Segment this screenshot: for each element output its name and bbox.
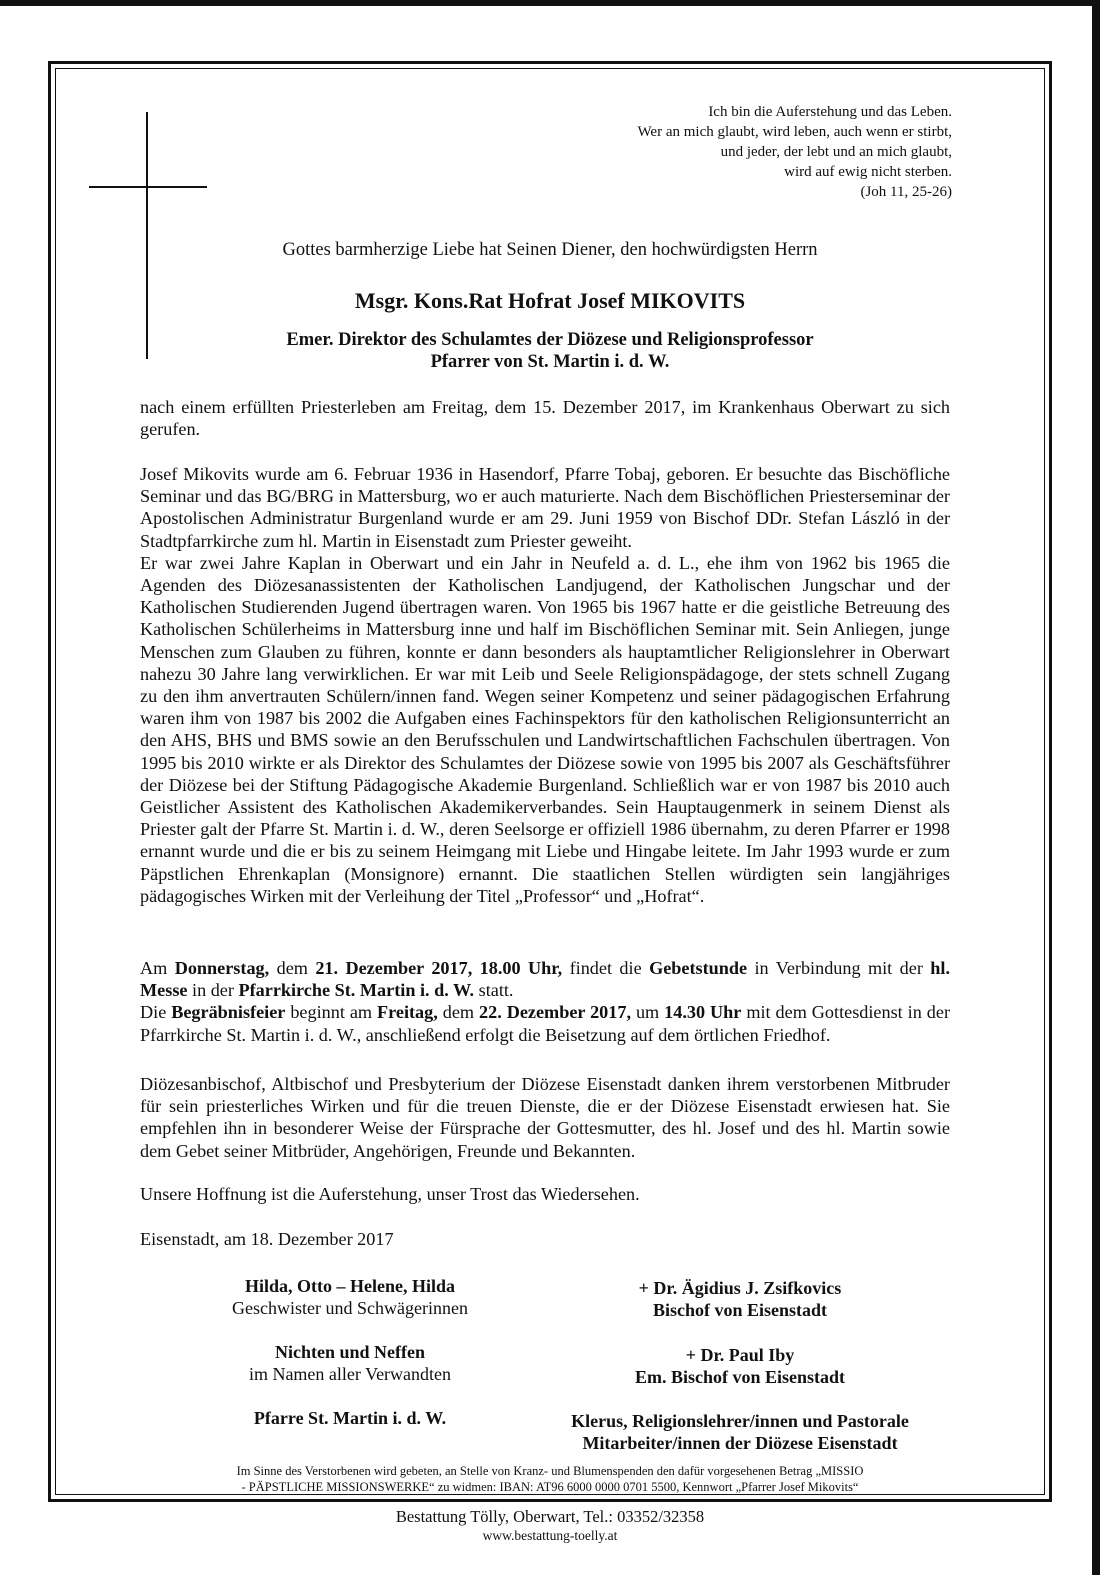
signature-subtitle: Em. Bischof von Eisenstadt bbox=[634, 1367, 846, 1387]
verse-line: und jeder, der lebt und an mich glaubt, bbox=[720, 144, 952, 160]
verse-line: Ich bin die Auferstehung und das Leben. bbox=[708, 104, 952, 120]
donation-note-line: - PÄPSTLICHE MISSIONSWERKE“ zu widmen: IBAN: AT96 6000 0000 0701 5500, Kennwort „Pfarrer Josef Mikovits“ bbox=[241, 1480, 859, 1494]
service-date: 21. Dezember 2017, 18.00 Uhr, bbox=[315, 958, 563, 978]
donation-note bbox=[0, 1463, 1100, 1495]
undertaker-info bbox=[0, 1507, 1100, 1545]
signature-subtitle: Bischof von Eisenstadt bbox=[652, 1300, 828, 1320]
prayer-service bbox=[140, 957, 950, 1001]
funeral-date: 22. Dezember 2017, bbox=[479, 1002, 632, 1023]
undertaker-line: Bestattung Tölly, Oberwart, Tel.: 03352/32358 bbox=[395, 1507, 705, 1526]
page-edge-top bbox=[0, 0, 1100, 6]
service-mass: hl. Messe bbox=[140, 958, 950, 1001]
text-run: mit dem Gottesdienst in der Pfarrkirche St. Martin i. d. W., anschließend erfolgt die Beisetzung auf dem örtlichen Friedhof. bbox=[140, 1002, 950, 1045]
deceased-roles bbox=[0, 329, 1100, 373]
service-day: Donnerstag, bbox=[174, 958, 270, 978]
cross-horizontal bbox=[89, 186, 207, 188]
funeral-service bbox=[140, 1001, 950, 1045]
role-line: Emer. Direktor des Schulamtes der Diözese und Religionsprofessor bbox=[286, 330, 814, 350]
signature-subtitle: im Namen aller Verwandten bbox=[248, 1364, 452, 1384]
service-church: Pfarrkirche St. Martin i. d. W. bbox=[238, 980, 475, 1001]
verse-line: wird auf ewig nicht sterben. bbox=[784, 164, 952, 180]
funeral-day: Freitag, bbox=[377, 1002, 438, 1023]
text-run: dem bbox=[437, 1002, 480, 1023]
text-run: Die bbox=[140, 1002, 172, 1023]
signature-name: + Dr. Paul Iby bbox=[685, 1345, 795, 1365]
bible-verse bbox=[637, 102, 952, 202]
text-run: um bbox=[631, 1002, 665, 1023]
biography-paragraph bbox=[140, 463, 950, 907]
text-run: dem bbox=[269, 958, 316, 978]
signature-parish bbox=[190, 1407, 510, 1429]
hope-line: Unsere Hoffnung ist die Auferstehung, unser Trost das Wiedersehen. bbox=[140, 1184, 640, 1204]
signature-clergy bbox=[530, 1410, 950, 1454]
text-run: in Verbindung mit der bbox=[747, 958, 931, 978]
verse-line: Wer an mich glaubt, wird leben, auch wenn er stirbt, bbox=[637, 124, 952, 140]
biography-part-2: Er war zwei Jahre Kaplan in Oberwart und ein Jahr in Neufeld a. d. L., ehe ihm von 1962 bis 1965 die Agenden des Diözesanassistenten der Katholischen Landjugend, der Katholischen Jungschar und der Katholischen Studierenden Jugend übertragen waren. Von 1965 bis 1967 hatte er die geistliche Betreuung des Katholischen Schülerheims in Mattersburg inne und half im Bischöflichen Seminar mit. Sein Anliegen, junge Menschen zum Glauben zu führen, konnte er dann besonders als hauptamtlicher Religionslehrer in Oberwart nahezu 30 Jahre lang verwirklichen. Er war mit Leib und Seele Religionspädagoge, der stets schnell Zugang zu den ihm anvertrauten Schülern/innen fand. Wegen seiner Kompetenz und seiner pädagogischen Erfahrung waren ihm von 1987 bis 2002 die Aufgaben eines Fachinspektors für den katholischen Religionsunterricht an den AHS, BHS und BMS sowie an den Berufsschulen und Landwirtschaftlichen Fachschulen übertragen. Von 1995 bis 2010 wirkte er als Direktor des Schulamtes der Diözese sowie von 1995 bis 2007 als Geschäftsführer der Diözese bei der Stiftung Pädagogische Akademie Burgenland. Schließlich war er von 1987 bis 2010 auch Geistlicher Assistent des Katholischen Akademikerverbandes. Sein Hauptaugenmerk in seinem Dienst als Priester galt der Pfarre St. Martin i. d. W., deren Seelsorge er offiziell 1986 übernahm, zu deren Pfarrer er 1998 ernannt wurde und die er bis zu seinem Heimgang mit Liebe und Hingabe leitete. Im Jahr 1993 wurde er zum Päpstlichen Ehrenkaplan (Monsignore) ernannt. Die staatlichen Stellen würdigten sein langjähriges pädagogisches Wirken mit der Verleihung der Titel „Professor“ und „Hofrat“. bbox=[140, 552, 950, 906]
text-run: Am bbox=[140, 958, 175, 978]
funeral-time: 14.30 Uhr bbox=[664, 1002, 742, 1023]
biography-part-1: Josef Mikovits wurde am 6. Februar 1936 in Hasendorf, Pfarre Tobaj, geboren. Er besuchte das Bischöfliche Seminar und das BG/BRG in Mattersburg, wo er auch maturierte. Nach dem Bischöflichen Priesterseminar der Apostolischen Administratur Burgenland wurde er am 29. Juni 1959 von Bischof DDr. Stefan László in der Stadtpfarrkirche zum hl. Martin in Eisenstadt zum Priester geweiht. bbox=[140, 464, 950, 551]
signature-bishop bbox=[570, 1277, 910, 1321]
text-run: in der bbox=[187, 980, 239, 1001]
signature-emeritus-bishop bbox=[570, 1344, 910, 1388]
services-paragraph bbox=[140, 957, 950, 1046]
service-event: Gebetstunde bbox=[649, 958, 748, 978]
death-paragraph: nach einem erfüllten Priesterleben am Freitag, dem 15. Dezember 2017, im Krankenhaus Oberwart zu sich gerufen. bbox=[140, 397, 950, 440]
signature-name: Pfarre St. Martin i. d. W. bbox=[253, 1408, 447, 1428]
text-run: findet die bbox=[562, 958, 650, 978]
text-run: statt. bbox=[474, 980, 514, 1001]
intro-line: Gottes barmherzige Liebe hat Seinen Diener, den hochwürdigsten Herrn bbox=[282, 240, 818, 260]
gratitude-paragraph: Diözesanbischof, Altbischof und Presbyterium der Diözese Eisenstadt danken ihrem verstorbenen Mitbruder für sein priesterliches Wirken und für die treuen Dienste, die er der Diözese Eisenstadt erwiesen hat. Sie empfehlen ihn in besonderer Weise der Fürsprache der Gottesmutter, des hl. Josef und des hl. Martin sowie dem Gebet seiner Mitbrüder, Angehörigen, Freunde und Bekannten. bbox=[140, 1074, 950, 1161]
signature-name: Klerus, Religionslehrer/innen und Pastorale bbox=[571, 1411, 909, 1431]
undertaker-url: www.bestattung-toelly.at bbox=[482, 1528, 618, 1543]
cross-vertical bbox=[146, 112, 148, 359]
signature-subtitle: Mitarbeiter/innen der Diözese Eisenstadt bbox=[582, 1433, 898, 1453]
signature-name: + Dr. Ägidius J. Zsifkovics bbox=[638, 1278, 842, 1298]
verse-reference: (Joh 11, 25-26) bbox=[860, 184, 952, 200]
signature-subtitle: Geschwister und Schwägerinnen bbox=[232, 1298, 468, 1318]
signature-nieces-nephews bbox=[190, 1341, 510, 1385]
page-edge-right bbox=[1092, 0, 1100, 1575]
deceased-name: Msgr. Kons.Rat Hofrat Josef MIKOVITS bbox=[354, 288, 746, 313]
signature-name: Nichten und Neffen bbox=[274, 1342, 425, 1362]
role-line: Pfarrer von St. Martin i. d. W. bbox=[430, 352, 670, 372]
signature-name: Hilda, Otto – Helene, Hilda bbox=[245, 1276, 455, 1296]
place-date-line: Eisenstadt, am 18. Dezember 2017 bbox=[140, 1229, 394, 1249]
funeral-event: Begräbnisfeier bbox=[171, 1002, 286, 1023]
signature-family bbox=[190, 1275, 510, 1319]
text-run: beginnt am bbox=[285, 1002, 378, 1023]
donation-note-line: Im Sinne des Verstorbenen wird gebeten, an Stelle von Kranz- und Blumenspenden den dafür vorgesehenen Betrag „MISSIO bbox=[236, 1464, 864, 1478]
